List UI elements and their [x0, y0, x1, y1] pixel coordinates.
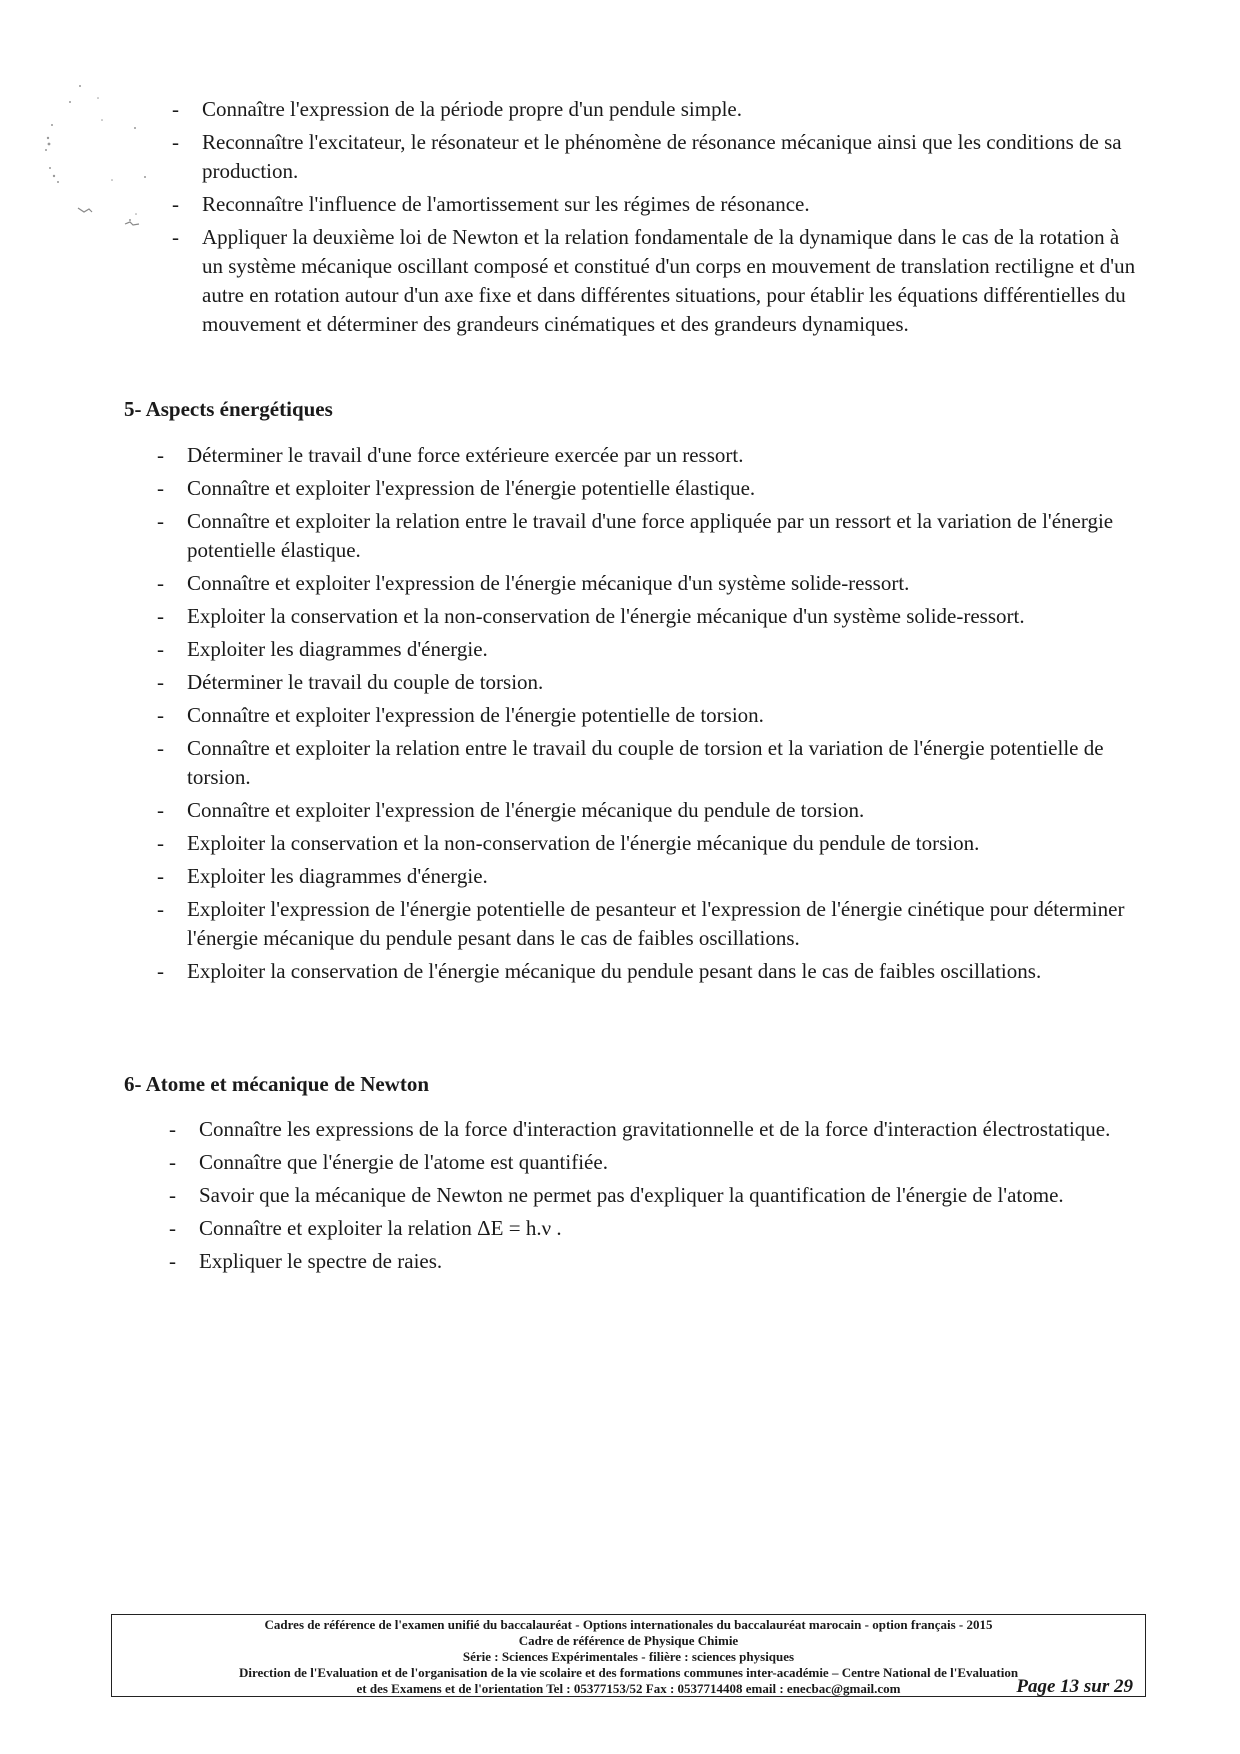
list-item-text: Exploiter la conservation de l'énergie mécanique du pendule pesant dans le cas de faibles oscillations.	[187, 959, 1042, 983]
list-item-text: Connaître et exploiter la relation entre le travail d'une force appliquée par un ressort et la variation de l'énergie potentielle élastique.	[187, 509, 1114, 562]
footer-line-3: Série : Sciences Expérimentales - filière : sciences physiques	[462, 1649, 795, 1664]
list-item	[157, 829, 1142, 858]
list-item	[157, 441, 1142, 470]
list-item	[172, 190, 1142, 219]
bullet-dash: -	[172, 97, 179, 121]
list-item	[169, 1247, 1144, 1276]
list-item-text: Exploiter les diagrammes d'énergie.	[187, 864, 488, 888]
bullet-dash: -	[172, 130, 179, 154]
list-item-text: Connaître l'expression de la période propre d'un pendule simple.	[202, 97, 743, 121]
page-footer	[111, 1614, 1146, 1697]
list-item-text: Reconnaître l'excitateur, le résonateur et le phénomène de résonance mécanique ainsi que les conditions de sa production.	[202, 130, 1122, 183]
list-item-text: Connaître et exploiter l'expression de l'énergie mécanique du pendule de torsion.	[187, 798, 865, 822]
bullet-dash: -	[157, 831, 164, 855]
list-item	[157, 796, 1142, 825]
list-item-text: Déterminer le travail du couple de torsion.	[187, 670, 544, 694]
bullet-dash: -	[157, 509, 164, 533]
footer-line-4: Direction de l'Evaluation et de l'organisation de la vie scolaire et des formations communes inter-académie – Centre National de l'Evaluation	[238, 1665, 1019, 1680]
list-item	[157, 569, 1142, 598]
bullet-dash: -	[169, 1249, 176, 1273]
footer-line-1: Cadres de référence de l'examen unifié du baccalauréat - Options internationales du baccalauréat marocain - option français - 2015	[264, 1617, 993, 1632]
list-item	[157, 507, 1142, 565]
list-item-text: Appliquer la deuxième loi de Newton et la relation fondamentale de la dynamique dans le cas de la rotation à un système mécanique oscillant composé et constitué d'un corps en mouvement de translation rectiligne et d'un autre en rotation autour d'un axe fixe et dans différentes situations, pour établir les équations différentielles du mouvement et déterminer des grandeurs cinématiques et des grandeurs dynamiques.	[202, 225, 1136, 336]
footer-line-5-wrapper	[112, 1676, 1145, 1697]
list-item-text: Savoir que la mécanique de Newton ne permet pas d'expliquer la quantification de l'énergie de l'atome.	[199, 1183, 1064, 1207]
bullet-dash: -	[169, 1150, 176, 1174]
list-item	[157, 602, 1142, 631]
list-item	[172, 223, 1142, 339]
list-item	[169, 1148, 1144, 1177]
list-item	[169, 1181, 1144, 1210]
bullet-dash: -	[157, 736, 164, 760]
list-item-text: Connaître et exploiter l'expression de l'énergie mécanique d'un système solide-ressort.	[187, 571, 910, 595]
bullet-dash: -	[157, 897, 164, 921]
list-item-text: Reconnaître l'influence de l'amortissement sur les régimes de résonance.	[202, 192, 810, 216]
list-item	[172, 95, 1142, 124]
bullet-dash: -	[157, 703, 164, 727]
bullet-dash: -	[157, 798, 164, 822]
list-item	[157, 862, 1142, 891]
list-item-text: Connaître et exploiter la relation entre le travail du couple de torsion et la variation de l'énergie potentielle de torsion.	[187, 736, 1104, 789]
list-item-text: Déterminer le travail d'une force extérieure exercée par un ressort.	[187, 443, 744, 467]
bullet-dash: -	[157, 476, 164, 500]
bullet-dash: -	[169, 1117, 176, 1141]
list-item	[157, 474, 1142, 503]
list-item	[172, 128, 1142, 186]
energy-criteria-list	[157, 441, 1142, 990]
bullet-dash: -	[172, 192, 179, 216]
list-item-text: Exploiter l'expression de l'énergie potentielle de pesanteur et l'expression de l'énergie cinétique pour déterminer l'énergie mécanique du pendule pesant dans le cas de faibles oscillations.	[187, 897, 1125, 950]
list-item-text: Connaître les expressions de la force d'interaction gravitationnelle et de la force d'interaction électrostatique.	[199, 1117, 1111, 1141]
list-item-text: Connaître et exploiter l'expression de l'énergie potentielle élastique.	[187, 476, 756, 500]
bullet-dash: -	[157, 864, 164, 888]
bullet-dash: -	[157, 443, 164, 467]
footer-line-5: et des Examens et de l'orientation Tel : 05377153/52 Fax : 0537714408 email : enecbac@gmail.com	[356, 1681, 901, 1696]
bullet-dash: -	[172, 225, 179, 249]
section-title-energy: 5- Aspects énergétiques	[124, 397, 333, 421]
list-item-text: Exploiter la conservation et la non-conservation de l'énergie mécanique du pendule de torsion.	[187, 831, 980, 855]
list-item-text: Connaître que l'énergie de l'atome est quantifiée.	[199, 1150, 608, 1174]
atom-criteria-list	[169, 1115, 1144, 1280]
list-item-text: Exploiter les diagrammes d'énergie.	[187, 637, 488, 661]
bullet-dash: -	[157, 959, 164, 983]
top-criteria-list	[172, 95, 1142, 343]
bullet-dash: -	[157, 604, 164, 628]
list-item	[157, 734, 1142, 792]
list-item-text: Connaître et exploiter l'expression de l'énergie potentielle de torsion.	[187, 703, 764, 727]
list-item	[169, 1214, 1144, 1243]
bullet-dash: -	[169, 1183, 176, 1207]
bullet-dash: -	[157, 670, 164, 694]
list-item	[169, 1115, 1144, 1144]
bullet-dash: -	[169, 1216, 176, 1240]
list-item-text: Exploiter la conservation et la non-conservation de l'énergie mécanique d'un système solide-ressort.	[187, 604, 1025, 628]
list-item	[157, 701, 1142, 730]
section-title-atom: 6- Atome et mécanique de Newton	[124, 1072, 430, 1096]
list-item-text: Connaître et exploiter la relation ΔE = h.ν .	[199, 1216, 562, 1240]
footer-line-2: Cadre de référence de Physique Chimie	[518, 1633, 739, 1648]
list-item	[157, 895, 1142, 953]
list-item	[157, 668, 1142, 697]
bullet-dash: -	[157, 637, 164, 661]
list-item-text: Expliquer le spectre de raies.	[199, 1249, 443, 1273]
list-item	[157, 635, 1142, 664]
scan-noise-marks	[40, 80, 210, 260]
list-item	[157, 957, 1142, 986]
bullet-dash: -	[157, 571, 164, 595]
page-number: Page 13 sur 29	[1016, 1676, 1133, 1697]
